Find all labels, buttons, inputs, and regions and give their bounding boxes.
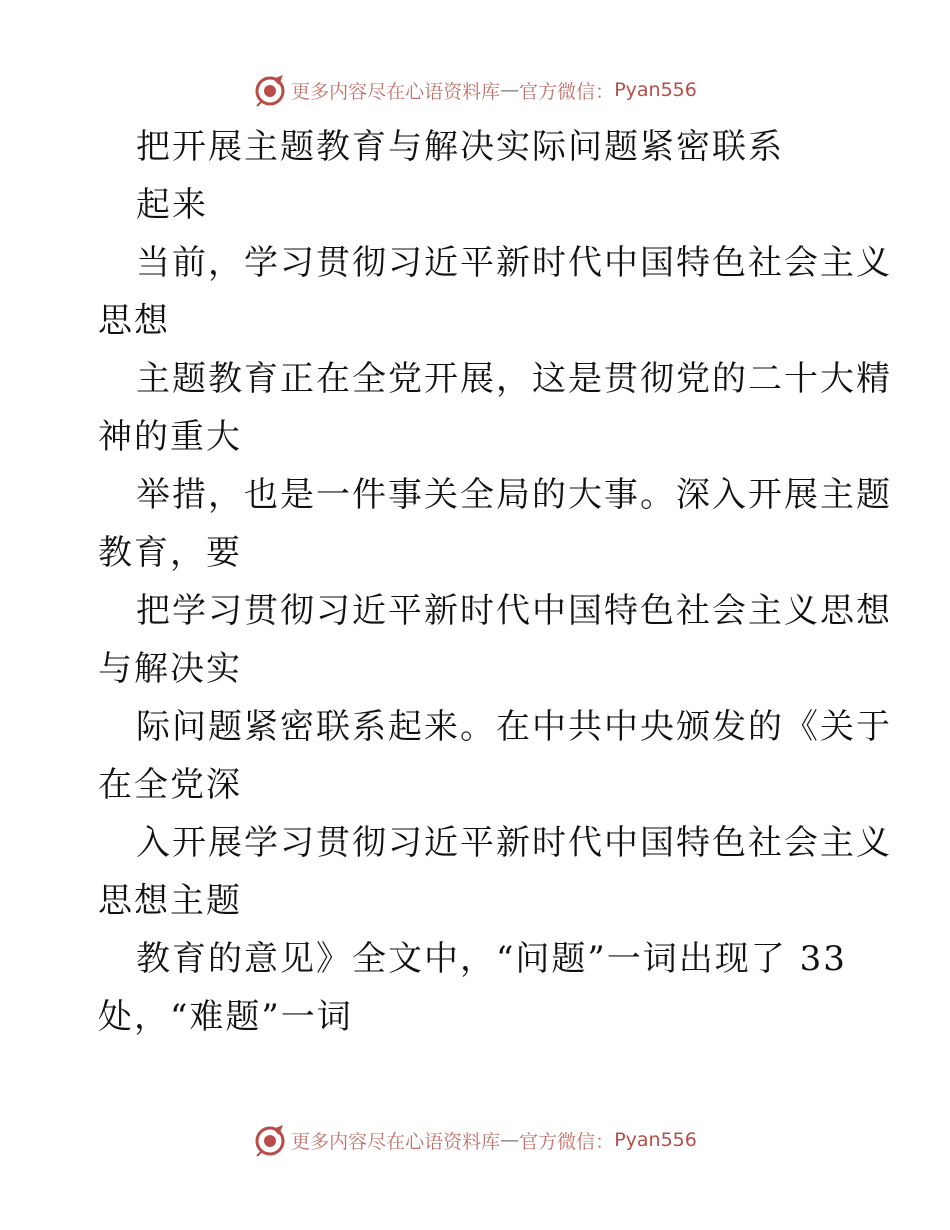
text-line: 思想 (98, 301, 170, 341)
brand-logo-icon (253, 1123, 287, 1157)
text-line: 入开展学习贯彻习近平新时代中国特色社会主义 (136, 823, 892, 863)
text-line: 把学习贯彻习近平新时代中国特色社会主义思想 (136, 591, 892, 631)
text-line: 当前，学习贯彻习近平新时代中国特色社会主义 (136, 243, 892, 283)
text-line: 主题教育正在全党开展，这是贯彻党的二十大精 (136, 359, 892, 399)
banner-wechat-label: 官方微信： (519, 80, 615, 103)
document-body (98, 118, 892, 1046)
text-line: 在全党深 (98, 765, 242, 805)
text-line: 神的重大 (98, 417, 242, 457)
brand-logo-icon (253, 73, 287, 107)
header-banner (0, 70, 950, 110)
footer-banner (0, 1120, 950, 1160)
text-line: 教育的意见》全文中，“问题”一词出现了 33 (136, 939, 847, 979)
text-line: 思想主题 (98, 881, 242, 921)
banner-separator: — (500, 1129, 520, 1151)
text-line: 教育，要 (98, 533, 242, 573)
text-line: 与解决实 (98, 649, 242, 689)
banner-wechat-label: 官方微信： (519, 1130, 615, 1153)
banner-separator: — (500, 79, 520, 101)
banner-wechat-id: Pyan556 (614, 1129, 697, 1151)
banner-site-text: 更多内容尽在心语资料库 (291, 80, 501, 103)
text-line: 际问题紧密联系起来。在中共中央颁发的《关于 (136, 707, 892, 747)
text-line: 处，“难题”一词 (98, 997, 353, 1037)
text-line: 起来 (136, 185, 208, 225)
text-line: 举措，也是一件事关全局的大事。深入开展主题 (136, 475, 892, 515)
banner-wechat-id: Pyan556 (614, 79, 697, 101)
text-line: 把开展主题教育与解决实际问题紧密联系 (136, 127, 784, 167)
banner-site-text: 更多内容尽在心语资料库 (291, 1130, 501, 1153)
